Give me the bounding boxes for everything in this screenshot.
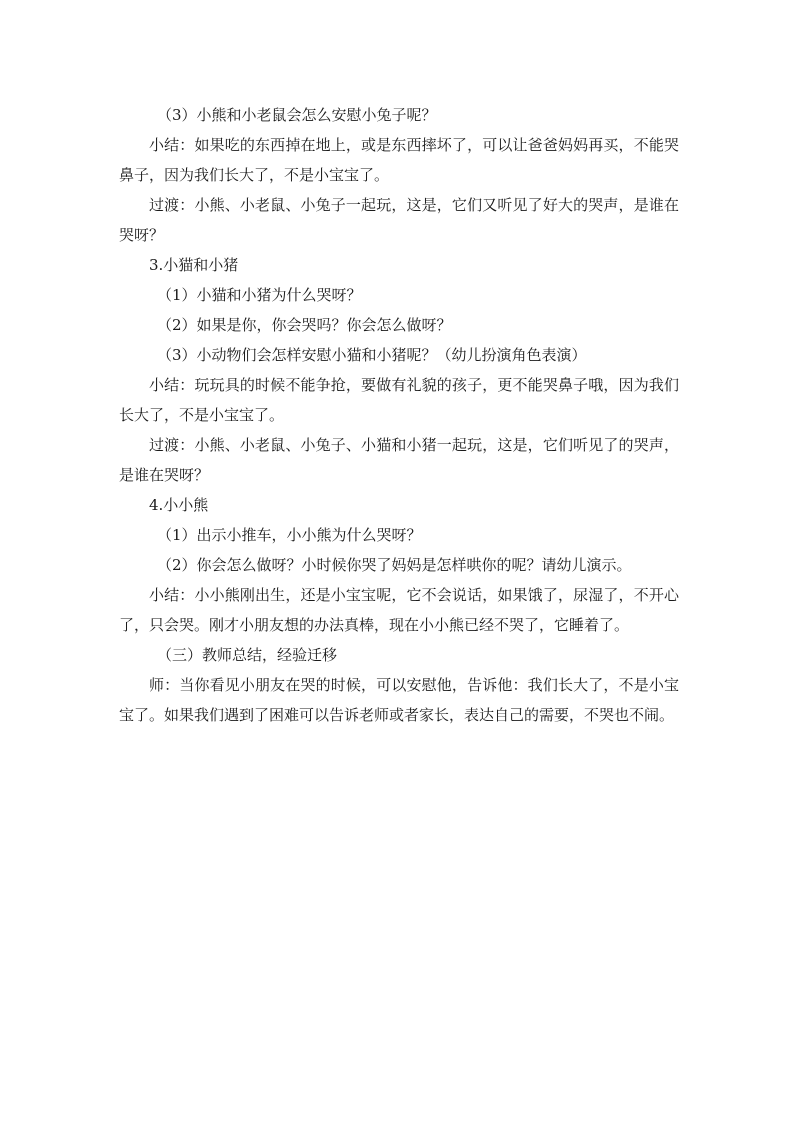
question-2-demonstrate: （2）你会怎么做呀？小时候你哭了妈妈是怎样哄你的呢？请幼儿演示。: [157, 556, 632, 574]
summary-paragraph-3: 小结：小小熊刚出生，还是小宝宝呢，它不会说话，如果饿了，尿湿了，不开心了，只会哭。刚才小朋友想的办法真棒，现在小小熊已经不哭了，它睡着了。: [119, 586, 679, 634]
teacher-conclusion-paragraph: 师：当你看见小朋友在哭的时候，可以安慰他，告诉他：我们长大了，不是小宝宝了。如果我们遇到了困难可以告诉老师或者家长，表达自己的需要，不哭也不闹。: [119, 676, 679, 724]
summary-paragraph-1: 小结：如果吃的东西掉在地上，或是东西摔坏了，可以让爸爸妈妈再买，不能哭鼻子，因为我们长大了，不是小宝宝了。: [119, 136, 679, 184]
section-heading-teacher-summary: （三）教师总结，经验迁移: [157, 646, 338, 664]
question-3-comfort-rabbit: （3）小熊和小老鼠会怎么安慰小兔子呢？: [157, 106, 437, 124]
question-3-comfort-cat-pig: （3）小动物们会怎样安慰小猫和小猪呢？（幼儿扮演角色表演）: [157, 346, 587, 364]
section-heading-little-bear: 4.小小熊: [149, 496, 209, 514]
summary-paragraph-2: 小结：玩玩具的时候不能争抢，要做有礼貌的孩子，更不能哭鼻子哦，因为我们长大了，不是小宝宝了。: [119, 376, 679, 424]
transition-paragraph-2: 过渡：小熊、小老鼠、小兔子、小猫和小猪一起玩，这是，它们听见了的哭声，是谁在哭呀？: [119, 436, 679, 484]
question-1-why-crying: （1）小猫和小猪为什么哭呀？: [157, 286, 362, 304]
section-heading-cat-pig: 3.小猫和小猪: [149, 256, 239, 274]
transition-paragraph-1: 过渡：小熊、小老鼠、小兔子一起玩，这是，它们又听见了好大的哭声，是谁在哭呀？: [119, 196, 679, 244]
question-1-stroller: （1）出示小推车，小小熊为什么哭呀？: [157, 526, 422, 544]
document-body: [119, 100, 679, 730]
question-2-what-would-you-do: （2）如果是你，你会哭吗？你会怎么做呀？: [157, 316, 452, 334]
